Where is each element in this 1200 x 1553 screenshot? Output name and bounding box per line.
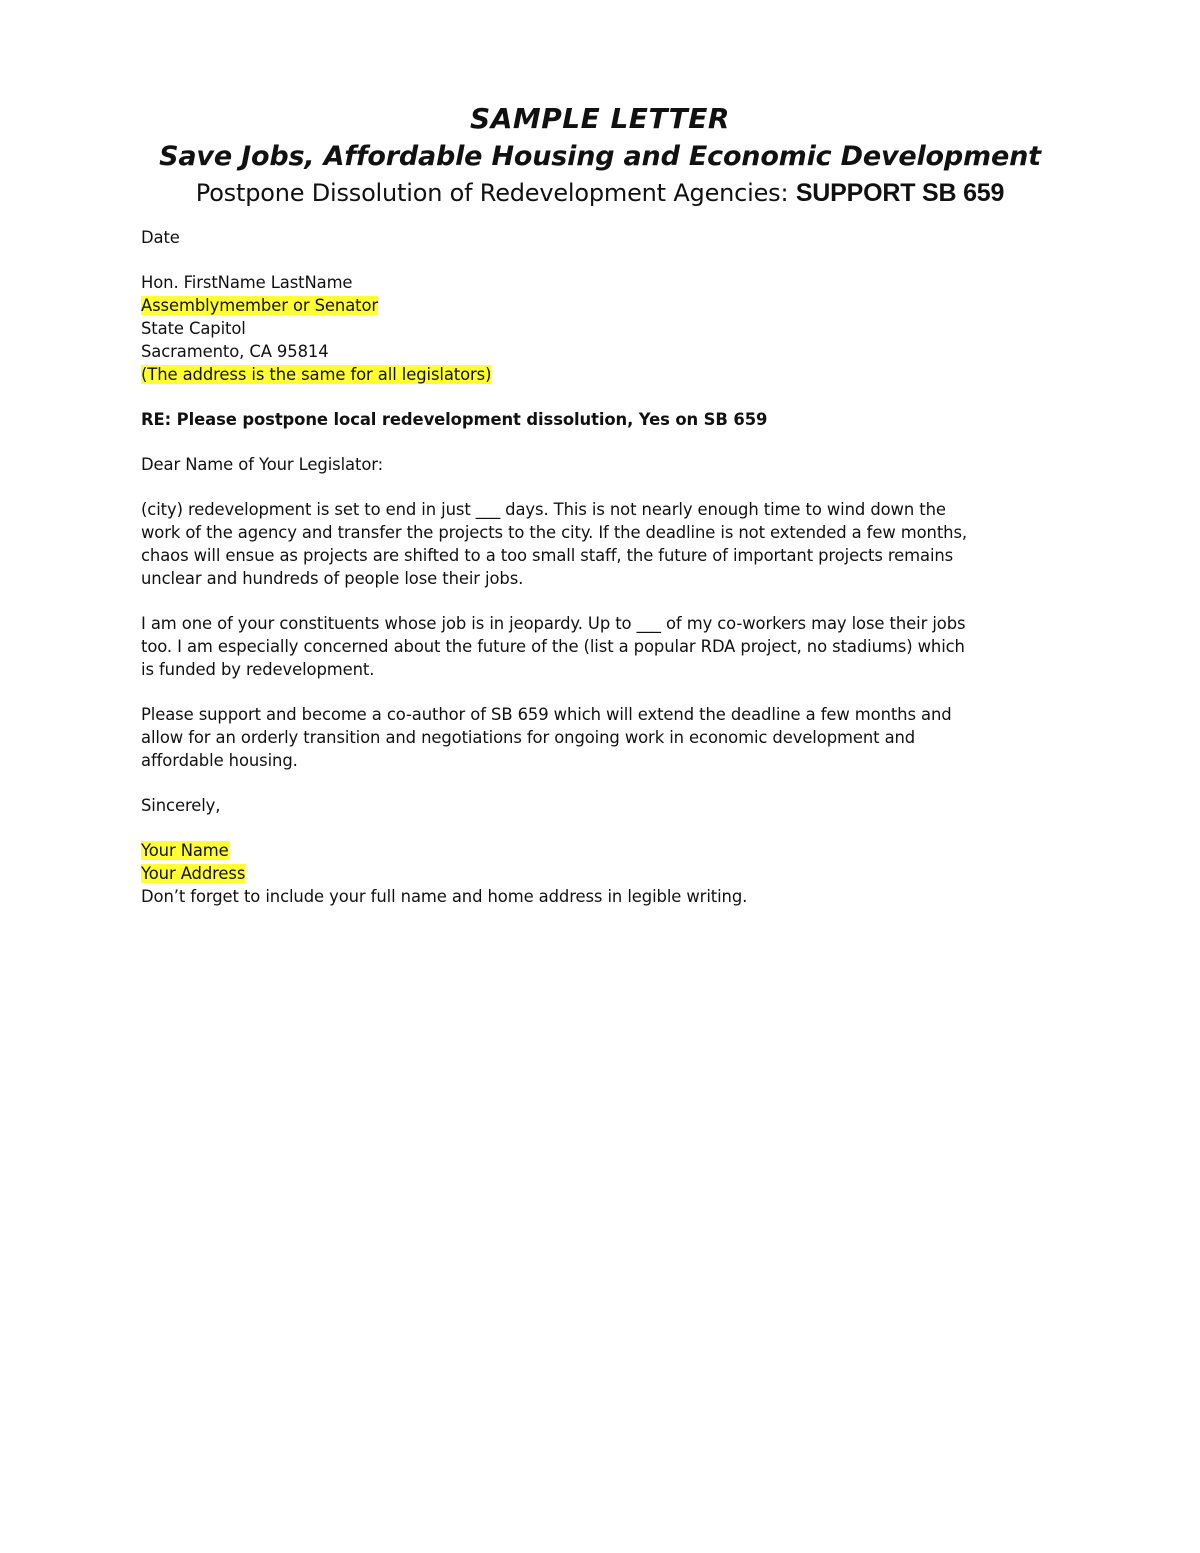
recipient-street: State Capitol: [141, 319, 246, 338]
closing-block: [141, 794, 1071, 817]
page-title: SAMPLE LETTER: [470, 102, 730, 135]
paragraph-2: [141, 612, 1071, 681]
signature-address-highlight: Your Address: [141, 864, 246, 883]
paragraph-1-line: (city) redevelopment is set to end in just ___ days. This is not nearly enough time to wind down the: [141, 500, 946, 519]
paragraph-2-line: is funded by redevelopment.: [141, 660, 375, 679]
recipient-title-highlight: Assemblymember or Senator: [141, 296, 379, 315]
paragraph-1-line: chaos will ensue as projects are shifted to a too small staff, the future of important projects remains: [141, 546, 954, 565]
letter-body: [141, 226, 1071, 908]
letter-header: [0, 100, 1200, 210]
re-block: [141, 408, 1071, 431]
salutation-block: [141, 453, 1071, 476]
salutation: Dear Name of Your Legislator:: [141, 455, 384, 474]
paragraph-1: [141, 498, 1071, 590]
recipient-name: Hon. FirstName LastName: [141, 273, 353, 292]
recipient-address-note-highlight: (The address is the same for all legislators): [141, 365, 492, 384]
page-subtitle: Save Jobs, Affordable Housing and Economic Development: [159, 141, 1041, 172]
paragraph-3-line: affordable housing.: [141, 751, 298, 770]
paragraph-1-line: work of the agency and transfer the projects to the city. If the deadline is not extended a few months,: [141, 523, 967, 542]
signature-name-highlight: Your Name: [141, 841, 229, 860]
paragraph-3-line: allow for an orderly transition and negotiations for ongoing work in economic development and: [141, 728, 916, 747]
tagline-prefix: Postpone Dissolution of Redevelopment Agencies:: [195, 179, 789, 207]
paragraph-3: [141, 703, 1071, 772]
date-line: Date: [141, 228, 180, 247]
paragraph-2-line: too. I am especially concerned about the future of the (list a popular RDA project, no stadiums) which: [141, 637, 965, 656]
paragraph-3-line: Please support and become a co-author of SB 659 which will extend the deadline a few months and: [141, 705, 952, 724]
paragraph-1-line: unclear and hundreds of people lose their jobs.: [141, 569, 524, 588]
signature-block: [141, 839, 1071, 908]
closing: Sincerely,: [141, 796, 221, 815]
re-line: RE: Please postpone local redevelopment dissolution, Yes on SB 659: [141, 410, 768, 429]
tagline-support-bill: SUPPORT SB 659: [795, 179, 1005, 207]
recipient-block: [141, 271, 1071, 386]
paragraph-2-line: I am one of your constituents whose job is in jeopardy. Up to ___ of my co-workers may lose their jobs: [141, 614, 966, 633]
page-tagline: [0, 176, 1200, 210]
recipient-city: Sacramento, CA 95814: [141, 342, 329, 361]
signature-reminder: Don’t forget to include your full name and home address in legible writing.: [141, 887, 748, 906]
